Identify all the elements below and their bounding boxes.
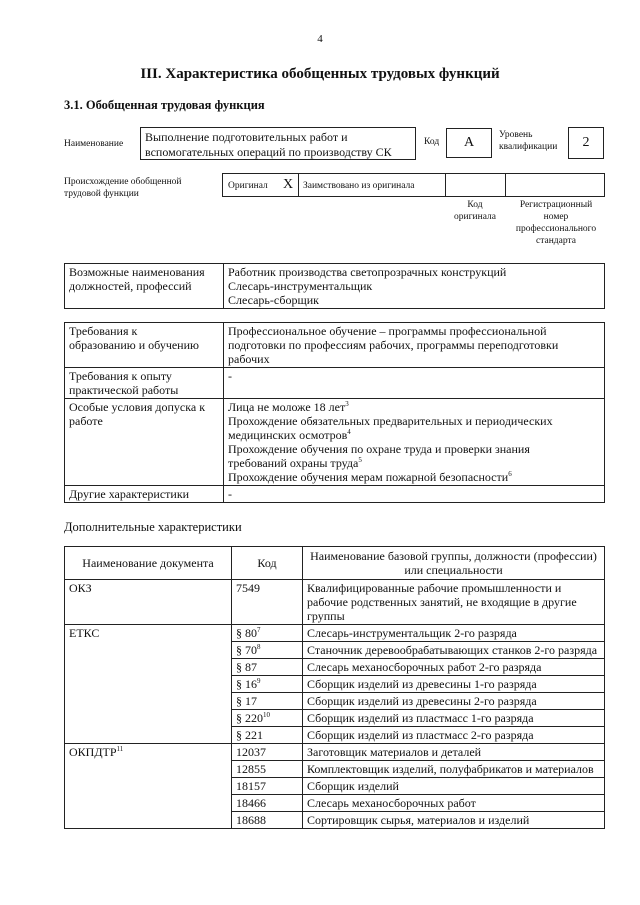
footnote-mark: 6 [508, 470, 512, 478]
reg-caption-line: профессионального [515, 224, 597, 234]
table-row [65, 486, 605, 503]
requirement-label: Другие характеристики [65, 486, 224, 503]
requirement-label [65, 323, 224, 368]
level-label-line: квалификации [499, 142, 558, 152]
code-cell: § 87 [232, 659, 303, 676]
origin-label-line: Происхождение обобщенной [64, 177, 182, 187]
footnote-mark: 9 [257, 677, 261, 685]
additional-title: Дополнительные характеристики [64, 520, 242, 534]
section-title: III. Характеристика обобщенных трудовых функций [140, 66, 500, 82]
positions-label-line: должностей, профессий [69, 279, 192, 293]
label-line: Требования к опыту [69, 369, 172, 383]
table-row [65, 323, 605, 368]
doc-text: ОКПДТР [69, 745, 117, 759]
value-line [228, 428, 600, 442]
code-cell: § 17 [232, 693, 303, 710]
header-name: Наименование базовой группы, должности (профессии) или специальности [303, 547, 605, 580]
name-cell: Заготовщик материалов и деталей [303, 744, 605, 761]
doc-cell: ОКЗ [65, 580, 232, 625]
name-label: Наименование [64, 139, 124, 149]
footnote-mark: 7 [257, 626, 261, 634]
name-cell: Слесарь механосборочных работ 2-го разряда [303, 659, 605, 676]
code-cell [232, 710, 303, 727]
name-cell: Слесарь-инструментальщик 2-го разряда [303, 625, 605, 642]
name-value-line: вспомогательных операций по производству СК [145, 144, 392, 159]
name-value-line: Выполнение подготовительных работ и [145, 130, 348, 144]
origin-label-line: трудовой функции [64, 189, 139, 199]
position-item: Слесарь-инструментальщик [228, 279, 373, 293]
table-header-row [65, 547, 605, 580]
position-item: Работник производства светопрозрачных конструкций [228, 265, 507, 279]
footnote-mark: 8 [257, 643, 261, 651]
code-text: § 80 [236, 626, 257, 640]
code-cell: § 221 [232, 727, 303, 744]
code-text: § 16 [236, 677, 257, 691]
position-item: Слесарь-сборщик [228, 293, 319, 307]
name-cell: Квалифицированные рабочие промышленности и рабочие родственных занятий, не входящие в другие группы [303, 580, 605, 625]
borrowed-label: Заимствовано из оригинала [303, 181, 415, 191]
origin-box [222, 173, 605, 197]
header-code: Код [232, 547, 303, 580]
code-text: § 70 [236, 643, 257, 657]
requirement-value [224, 323, 605, 368]
requirement-label [65, 399, 224, 486]
page-number: 4 [317, 33, 323, 45]
code-label: Код [424, 137, 440, 147]
label-line: Требования к [69, 324, 138, 338]
value-text: требований охраны труда [228, 456, 359, 470]
origin-divider [445, 174, 446, 196]
value-line [228, 456, 600, 470]
positions-table [64, 263, 605, 309]
footnote-mark: 11 [116, 745, 124, 753]
code-cell [232, 625, 303, 642]
code-cell [232, 676, 303, 693]
value-line: Прохождение обязательных предварительных и периодических [228, 414, 553, 428]
value-line: подготовки по профессиям рабочих, программы переподготовки [228, 338, 559, 352]
table-row [65, 625, 605, 642]
value-text: медицинских осмотров [228, 428, 348, 442]
label-line: практической работы [69, 383, 179, 397]
name-cell: Сборщик изделий из пластмасс 1-го разряда [303, 710, 605, 727]
level-value-box: 2 [568, 127, 604, 159]
footnote-mark: 5 [358, 456, 362, 464]
name-cell: Сборщик изделий [303, 778, 605, 795]
code-caption [444, 199, 506, 223]
doc-cell [65, 744, 232, 829]
name-cell: Сортировщик сырья, материалов и изделий [303, 812, 605, 829]
reg-caption-line: стандарта [536, 236, 576, 246]
footnote-mark: 4 [347, 428, 351, 436]
original-mark: X [283, 177, 294, 192]
code-text: § 220 [236, 711, 263, 725]
name-cell: Станочник деревообрабатывающих станков 2-го разряда [303, 642, 605, 659]
reg-caption-line: Регистрационный [519, 200, 593, 210]
origin-label [64, 176, 182, 200]
origin-divider [505, 174, 506, 196]
name-cell: Сборщик изделий из древесины 2-го разряда [303, 693, 605, 710]
requirement-value: - [224, 486, 605, 503]
value-line: Профессиональное обучение – программы профессиональной [228, 324, 547, 338]
reg-caption [506, 199, 606, 247]
positions-label-line: Возможные наименования [69, 265, 205, 279]
code-cell: 12037 [232, 744, 303, 761]
table-row [65, 368, 605, 399]
requirement-label [65, 368, 224, 399]
positions-label [65, 264, 224, 309]
footnote-mark: 3 [345, 400, 349, 408]
table-row [65, 744, 605, 761]
code-cell: 18157 [232, 778, 303, 795]
value-line [228, 400, 600, 414]
requirement-value: - [224, 368, 605, 399]
table-row [65, 580, 605, 625]
code-cell: 7549 [232, 580, 303, 625]
table-row [65, 399, 605, 486]
code-caption-line: Код [467, 200, 483, 210]
name-cell: Сборщик изделий из древесины 1-го разряда [303, 676, 605, 693]
name-value-box [140, 127, 416, 160]
positions-values [224, 264, 605, 309]
requirements-table [64, 322, 605, 503]
additional-table [64, 546, 605, 829]
reg-caption-line: номер [543, 212, 569, 222]
name-cell: Сборщик изделий из пластмасс 2-го разряда [303, 727, 605, 744]
header-doc: Наименование документа [65, 547, 232, 580]
code-cell: 12855 [232, 761, 303, 778]
requirement-value [224, 399, 605, 486]
value-line: рабочих [228, 352, 270, 366]
code-cell: 18466 [232, 795, 303, 812]
label-line: работе [69, 414, 103, 428]
origin-divider [298, 174, 299, 196]
value-text: Лица не моложе 18 лет [228, 400, 346, 414]
doc-cell: ЕТКС [65, 625, 232, 744]
value-line: Прохождение обучения по охране труда и проверки знания [228, 442, 530, 456]
label-line: образованию и обучению [69, 338, 199, 352]
code-cell [232, 642, 303, 659]
original-label: Оригинал [228, 181, 268, 191]
footnote-mark: 10 [263, 711, 270, 719]
name-cell: Комплектовщик изделий, полуфабрикатов и материалов [303, 761, 605, 778]
code-cell: 18688 [232, 812, 303, 829]
label-line: Особые условия допуска к [69, 400, 206, 414]
subsection-title: 3.1. Обобщенная трудовая функция [64, 98, 265, 112]
code-value-box: А [446, 128, 492, 158]
name-cell: Слесарь механосборочных работ [303, 795, 605, 812]
level-label [499, 129, 557, 153]
code-caption-line: оригинала [454, 212, 496, 222]
level-label-line: Уровень [499, 130, 533, 140]
value-line [228, 470, 600, 484]
value-text: Прохождение обучения мерам пожарной безопасности [228, 470, 509, 484]
